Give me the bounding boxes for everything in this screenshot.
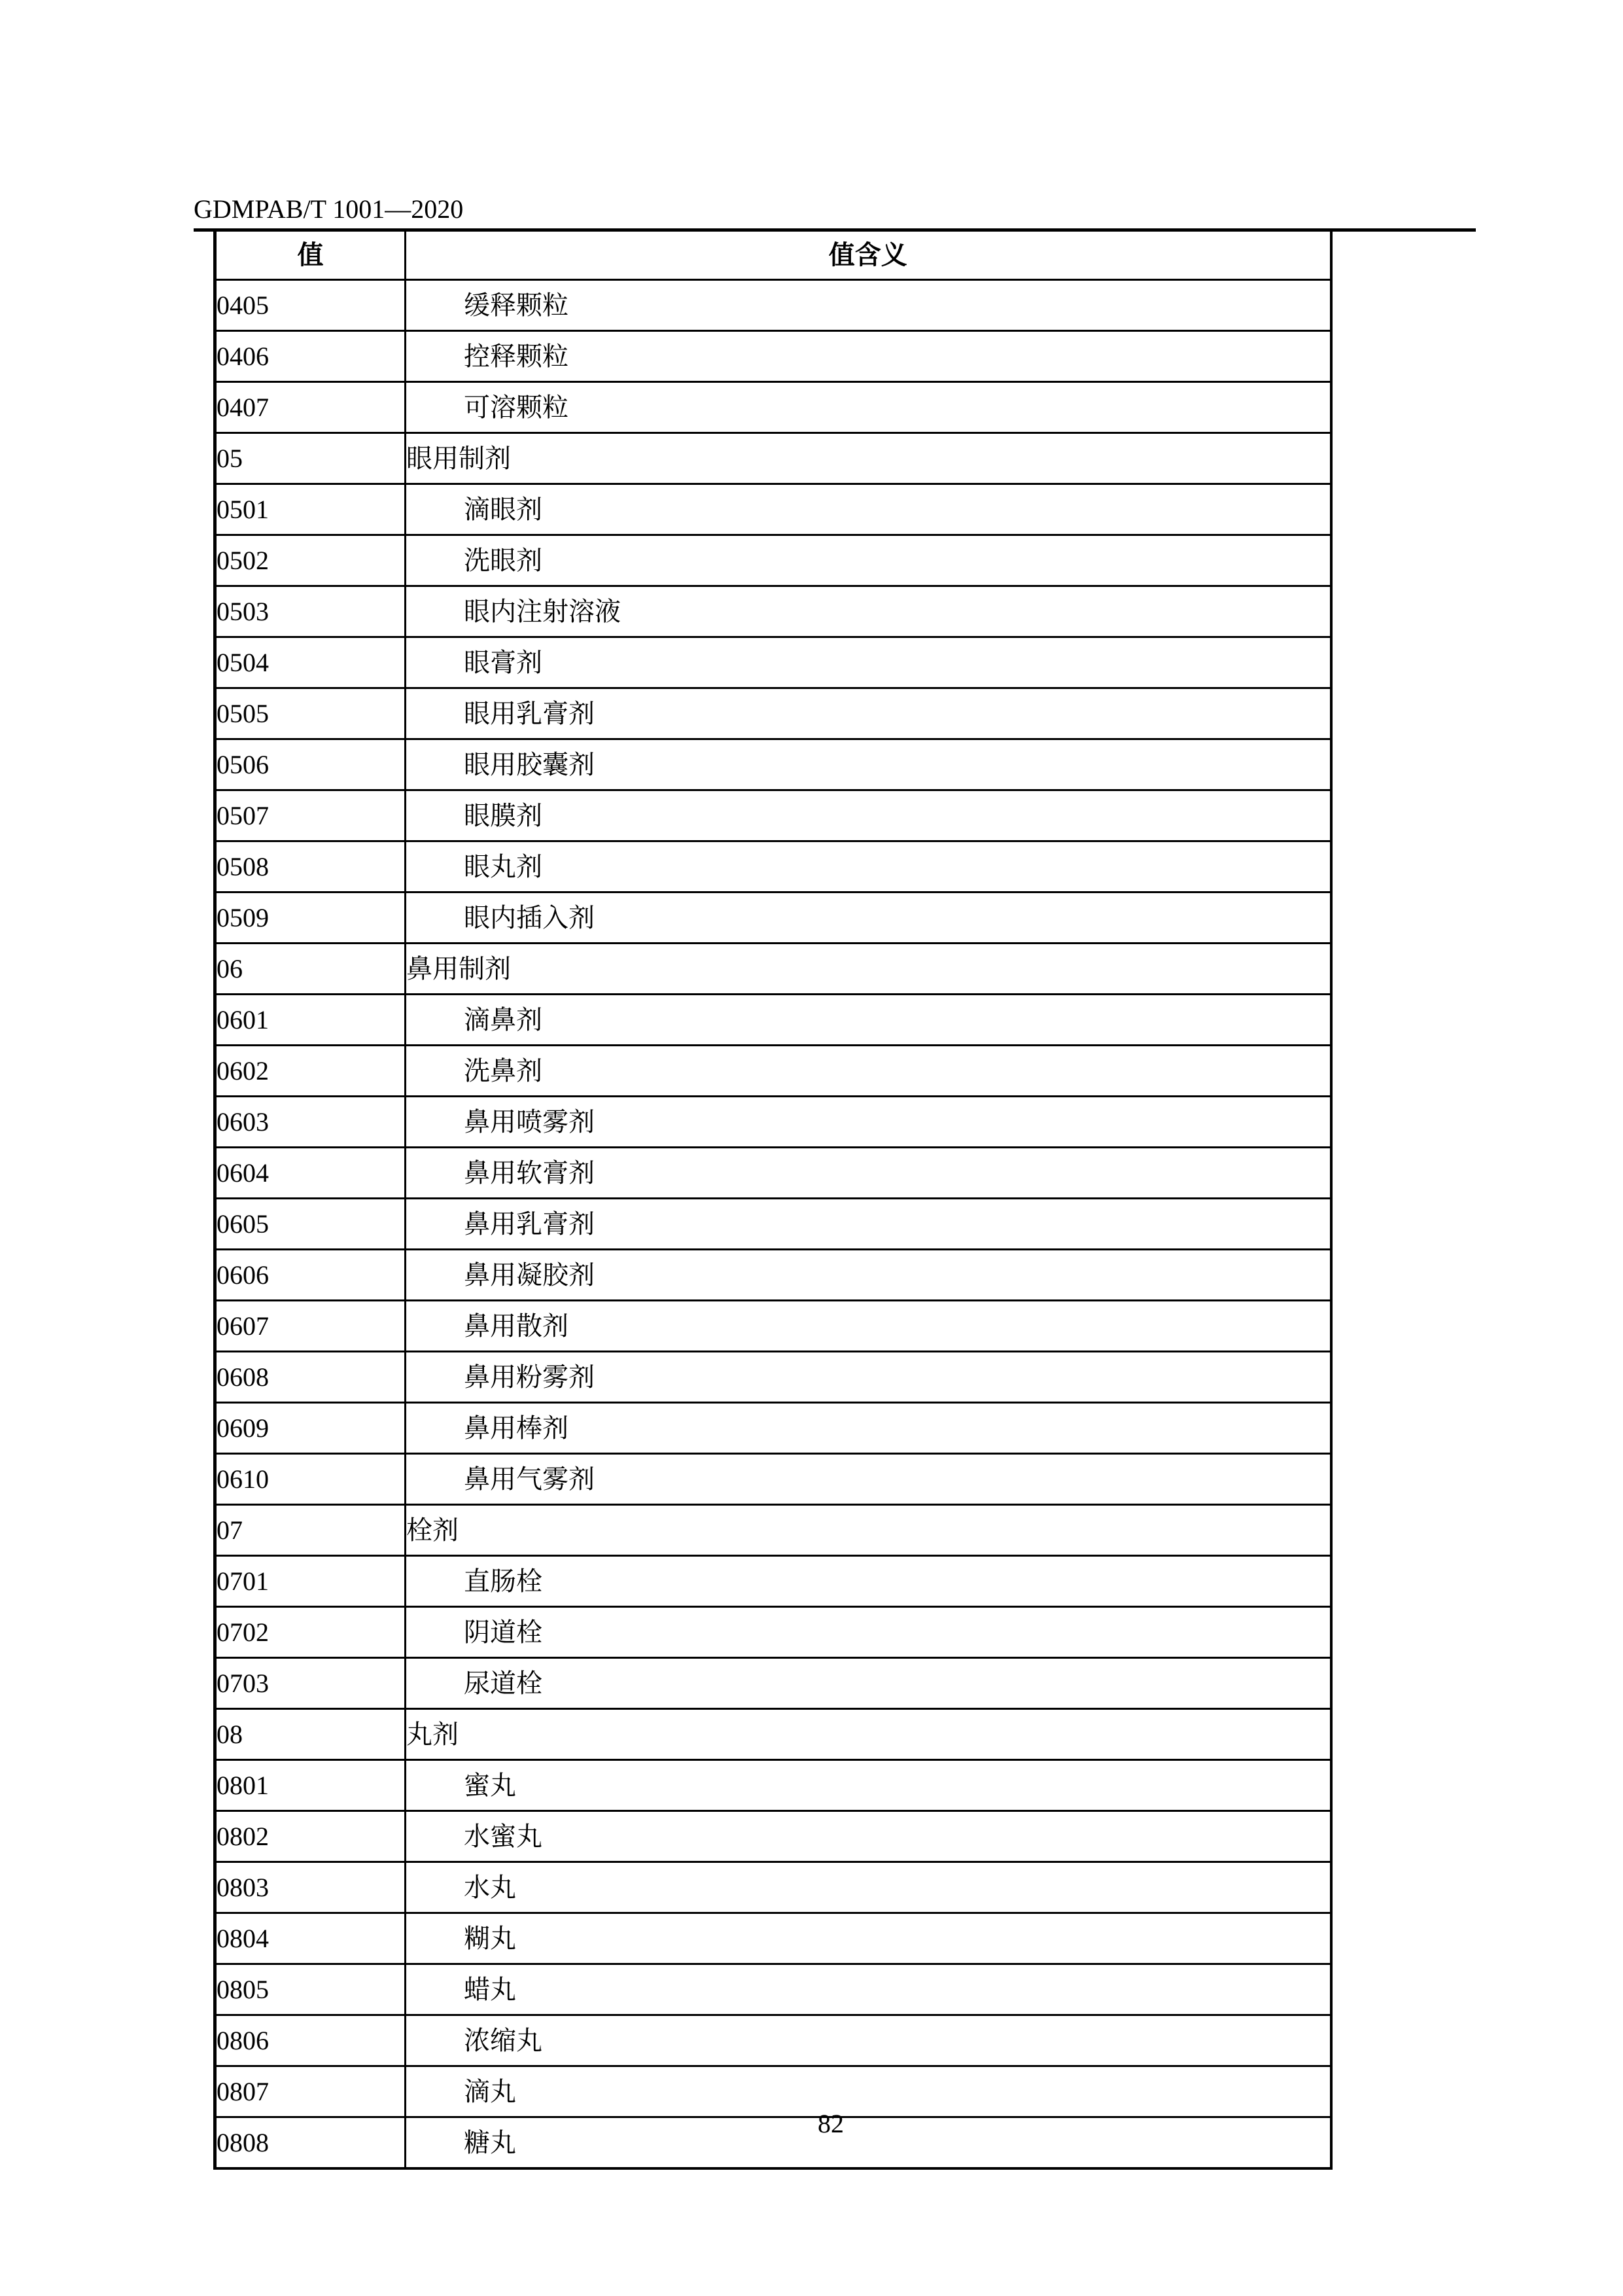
value-code-cell: 0610	[215, 1454, 406, 1505]
value-code-cell: 0703	[215, 1658, 406, 1709]
table-header-row	[215, 232, 1331, 280]
value-code-cell: 0803	[215, 1862, 406, 1913]
value-meaning-cell: 鼻用凝胶剂	[406, 1250, 1331, 1301]
table-row	[215, 331, 1331, 382]
value-code-cell: 0507	[215, 790, 406, 841]
value-code-cell: 0505	[215, 688, 406, 739]
table-row	[215, 1556, 1331, 1607]
value-code-cell: 0608	[215, 1352, 406, 1403]
column-header-meaning: 值含义	[406, 232, 1331, 280]
value-code-cell: 0609	[215, 1403, 406, 1454]
value-meaning-cell: 糖丸	[406, 2117, 1331, 2169]
value-meaning-cell: 蜜丸	[406, 1760, 1331, 1811]
value-code-cell: 06	[215, 944, 406, 995]
value-code-cell: 0807	[215, 2066, 406, 2117]
value-meaning-cell: 鼻用喷雾剂	[406, 1097, 1331, 1148]
value-code-cell: 0702	[215, 1607, 406, 1658]
value-meaning-cell: 鼻用粉雾剂	[406, 1352, 1331, 1403]
value-meaning-cell: 滴丸	[406, 2066, 1331, 2117]
value-meaning-cell: 糊丸	[406, 1913, 1331, 1964]
value-code-cell: 0701	[215, 1556, 406, 1607]
table-row	[215, 1709, 1331, 1760]
table-row	[215, 1607, 1331, 1658]
value-code-cell: 0509	[215, 892, 406, 944]
table-row	[215, 1658, 1331, 1709]
table-row	[215, 280, 1331, 331]
value-code-cell: 0407	[215, 382, 406, 433]
value-code-cell: 0804	[215, 1913, 406, 1964]
value-code-cell: 0502	[215, 535, 406, 586]
value-code-cell: 0604	[215, 1148, 406, 1199]
table-row	[215, 1505, 1331, 1556]
value-code-cell: 0607	[215, 1301, 406, 1352]
value-code-cell: 0606	[215, 1250, 406, 1301]
value-meaning-cell: 洗鼻剂	[406, 1046, 1331, 1097]
table-row	[215, 535, 1331, 586]
value-meaning-cell: 眼内插入剂	[406, 892, 1331, 944]
value-meaning-cell: 栓剂	[406, 1505, 1331, 1556]
value-meaning-cell: 眼膏剂	[406, 637, 1331, 688]
table-row	[215, 484, 1331, 535]
value-meaning-cell: 阴道栓	[406, 1607, 1331, 1658]
value-code-cell: 0601	[215, 995, 406, 1046]
value-meaning-cell: 鼻用气雾剂	[406, 1454, 1331, 1505]
value-code-cell: 0406	[215, 331, 406, 382]
table-row	[215, 382, 1331, 433]
table-row	[215, 995, 1331, 1046]
value-code-cell: 0501	[215, 484, 406, 535]
document-number: GDMPAB/T 1001—2020	[194, 194, 464, 224]
value-meaning-cell: 缓释颗粒	[406, 280, 1331, 331]
value-meaning-cell: 眼用胶囊剂	[406, 739, 1331, 790]
value-meaning-cell: 洗眼剂	[406, 535, 1331, 586]
column-header-value: 值	[215, 232, 406, 280]
value-meaning-cell: 眼用乳膏剂	[406, 688, 1331, 739]
value-meaning-cell: 直肠栓	[406, 1556, 1331, 1607]
value-meaning-cell: 尿道栓	[406, 1658, 1331, 1709]
table-row	[215, 739, 1331, 790]
table-row	[215, 1046, 1331, 1097]
value-code-cell: 0503	[215, 586, 406, 637]
table-row	[215, 790, 1331, 841]
table-body	[215, 280, 1331, 2169]
value-meaning-cell: 蜡丸	[406, 1964, 1331, 2015]
value-code-cell: 0602	[215, 1046, 406, 1097]
table-row	[215, 1352, 1331, 1403]
table-row	[215, 688, 1331, 739]
value-code-cell: 0605	[215, 1199, 406, 1250]
value-meaning-cell: 滴鼻剂	[406, 995, 1331, 1046]
table-row	[215, 1250, 1331, 1301]
value-meaning-table	[213, 232, 1333, 2170]
value-meaning-cell: 眼用制剂	[406, 433, 1331, 484]
value-code-cell: 0808	[215, 2117, 406, 2169]
value-meaning-cell: 眼内注射溶液	[406, 586, 1331, 637]
value-meaning-cell: 眼膜剂	[406, 790, 1331, 841]
value-code-cell: 0805	[215, 1964, 406, 2015]
value-meaning-cell: 鼻用散剂	[406, 1301, 1331, 1352]
page-number: 82	[818, 2109, 844, 2138]
value-code-cell: 0603	[215, 1097, 406, 1148]
table-row	[215, 1913, 1331, 1964]
table-row	[215, 1097, 1331, 1148]
table-row	[215, 2015, 1331, 2066]
table-row	[215, 892, 1331, 944]
value-code-cell: 07	[215, 1505, 406, 1556]
value-meaning-cell: 鼻用软膏剂	[406, 1148, 1331, 1199]
table-row	[215, 586, 1331, 637]
value-code-cell: 0506	[215, 739, 406, 790]
value-code-cell: 0508	[215, 841, 406, 892]
value-code-cell: 0504	[215, 637, 406, 688]
table-row	[215, 1454, 1331, 1505]
table-row	[215, 1148, 1331, 1199]
value-code-cell: 0405	[215, 280, 406, 331]
value-meaning-cell: 鼻用乳膏剂	[406, 1199, 1331, 1250]
value-meaning-cell: 可溶颗粒	[406, 382, 1331, 433]
value-meaning-cell: 水丸	[406, 1862, 1331, 1913]
table-row	[215, 1862, 1331, 1913]
value-meaning-cell: 鼻用制剂	[406, 944, 1331, 995]
value-meaning-cell: 滴眼剂	[406, 484, 1331, 535]
value-meaning-cell: 眼丸剂	[406, 841, 1331, 892]
value-meaning-cell: 水蜜丸	[406, 1811, 1331, 1862]
table-row	[215, 637, 1331, 688]
table-row	[215, 1403, 1331, 1454]
table-row	[215, 1301, 1331, 1352]
table-row	[215, 1811, 1331, 1862]
table-row	[215, 1964, 1331, 2015]
table-row	[215, 841, 1331, 892]
value-meaning-cell: 丸剂	[406, 1709, 1331, 1760]
table-row	[215, 1760, 1331, 1811]
table-row	[215, 433, 1331, 484]
table-row	[215, 1199, 1331, 1250]
value-code-cell: 0802	[215, 1811, 406, 1862]
value-code-cell: 08	[215, 1709, 406, 1760]
table-row	[215, 944, 1331, 995]
value-code-cell: 05	[215, 433, 406, 484]
value-code-cell: 0801	[215, 1760, 406, 1811]
value-meaning-cell: 控释颗粒	[406, 331, 1331, 382]
value-meaning-cell: 浓缩丸	[406, 2015, 1331, 2066]
value-meaning-cell: 鼻用棒剂	[406, 1403, 1331, 1454]
value-code-cell: 0806	[215, 2015, 406, 2066]
